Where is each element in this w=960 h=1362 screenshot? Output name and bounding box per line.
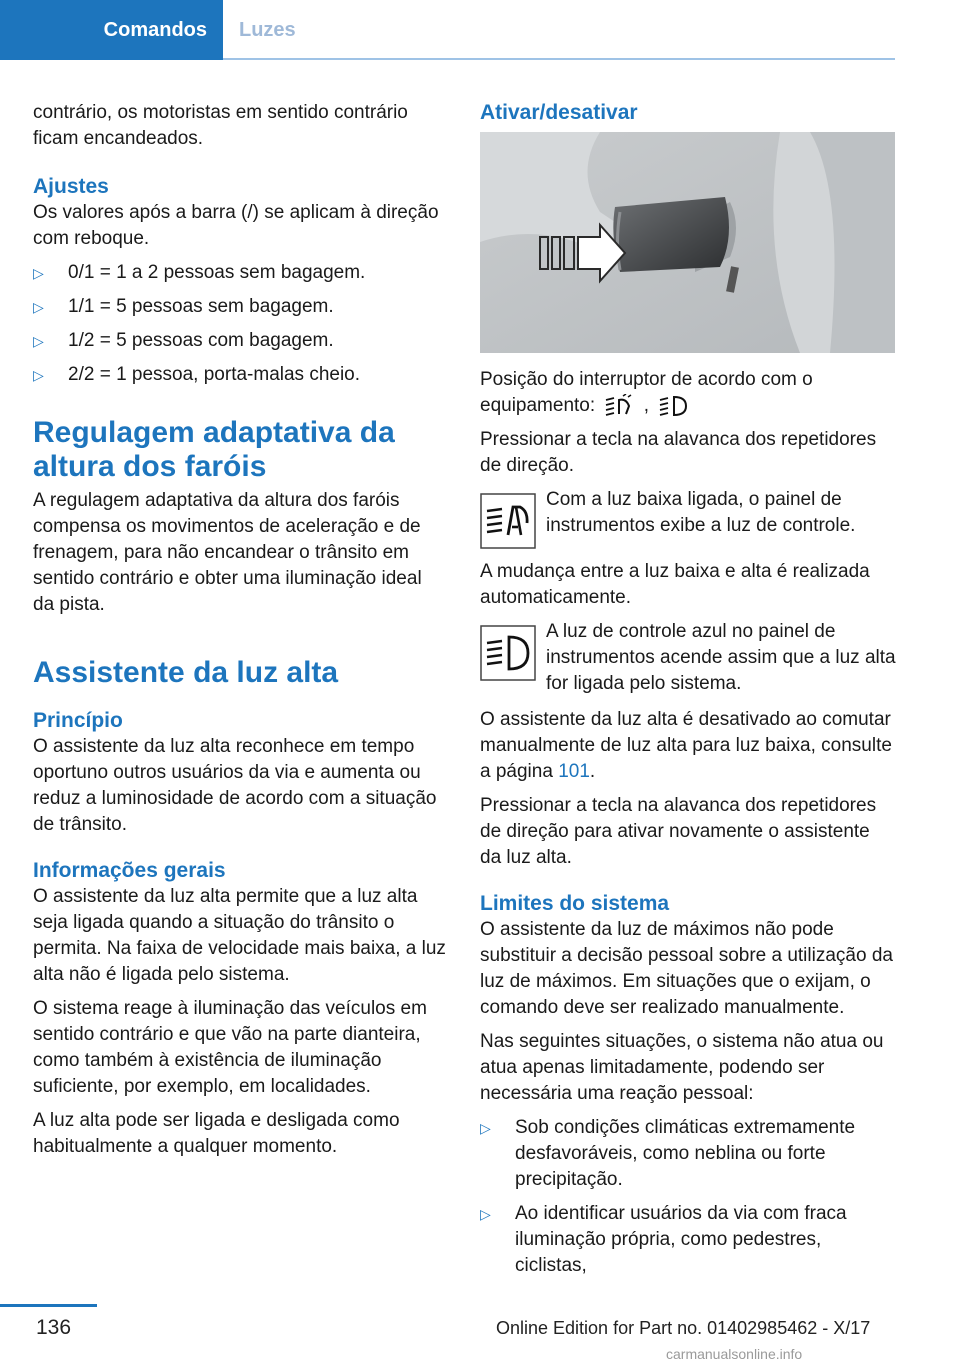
principio-heading: Princípio: [33, 709, 123, 732]
ajustes-paragraph: Os valores após a barra (/) se aplicam à direção com reboque.: [33, 202, 439, 249]
high-beam-assist-indicator-icon: [480, 493, 536, 549]
turn-signal-lever-photo: [480, 132, 895, 353]
intro-paragraph: contrário, os motoristas em sentido contrário ficam encandeados.: [33, 102, 408, 149]
ajustes-heading: Ajustes: [33, 175, 109, 198]
regulagem-paragraph: A regulagem adaptativa da altura dos faróis compensa os movimentos de aceleração e de frenagem, para não encandear o trânsito em sentido contrário e obter uma iluminação ideal da pista.: [33, 490, 422, 615]
high-beam-assist-icon: [604, 394, 634, 418]
posicao-paragraph: Posição do interruptor de acordo com o equipamento: ,: [480, 369, 813, 416]
info-paragraph-3: A luz alta pode ser ligada e desligada como habitualmente a qualquer momento.: [33, 1110, 400, 1157]
watermark-text: carmanualsonline.info: [666, 1346, 803, 1362]
icon-note-2: [480, 619, 896, 697]
list-item: ▷ 2/2 = 1 pessoa, porta-malas cheio.: [33, 362, 448, 388]
limites-paragraph-2: Nas seguintes situações, o sistema não atua ou atua apenas limitadamente, podendo ser necessária uma reação pessoal:: [480, 1031, 884, 1104]
left-column: [33, 100, 448, 1168]
icon-note-2-text: A luz de controle azul no painel de instrumentos acende assim que a luz alta for ligada pelo sistema.: [546, 621, 896, 694]
tab-comandos[interactable]: Comandos: [0, 0, 223, 60]
icon-note-1-text: Com a luz baixa ligada, o painel de instrumentos exibe a luz de controle.: [546, 489, 856, 536]
bullet-icon: ▷: [480, 1206, 491, 1222]
bullet-icon: ▷: [33, 367, 44, 383]
pressionar-paragraph: Pressionar a tecla na alavanca dos repetidores de direção.: [480, 429, 877, 476]
page-link-101[interactable]: 101: [558, 761, 590, 782]
edition-text: Online Edition for Part no. 01402985462 - X/17: [496, 1318, 871, 1338]
right-column: [480, 100, 896, 1287]
bullet-icon: ▷: [33, 333, 44, 349]
list-item: ▷ Ao identificar usuários da via com fraca iluminação própria, como pedestres, ciclistas,: [480, 1203, 847, 1276]
info-paragraph-2: O sistema reage à iluminação das veículos em sentido contrário e que vão na parte dianteira, como também à existência de iluminação suficiente, por exemplo, em localidades.: [33, 998, 427, 1097]
list-item: ▷ 1/1 = 5 pessoas sem bagagem.: [33, 294, 448, 320]
tab-luzes[interactable]: Luzes: [239, 18, 296, 41]
bullet-icon: ▷: [33, 265, 44, 281]
footer-rule: [0, 1304, 97, 1307]
limites-heading: Limites do sistema: [480, 892, 670, 915]
bullet-icon: ▷: [480, 1120, 491, 1136]
info-paragraph-1: O assistente da luz alta permite que a luz alta seja ligada quando a situação do trânsito o permita. Na faixa de velocidade mais baixa, a luz alta não é ligada pelo sistema.: [33, 886, 446, 985]
regulagem-heading: Regulagem adaptativa da altura dos faróis: [33, 416, 395, 483]
high-beam-icon: [658, 394, 688, 418]
limites-list: [480, 1115, 896, 1279]
ajustes-list: [33, 260, 448, 388]
ativar-heading: Ativar/desativar: [480, 101, 638, 124]
icon-note-1: [480, 487, 896, 549]
desativado-paragraph: O assistente da luz alta é desativado ao comutar manualmente de luz alta para luz baixa, consulte a página 101.: [480, 709, 892, 782]
limites-paragraph-1: O assistente da luz de máximos não pode substituir a decisão pessoal sobre a utilização da luz de máximos. Em situações que o exijam, o comando deve ser realizado manualmente.: [480, 919, 893, 1018]
list-item: ▷ Sob condições climáticas extremamente desfavoráveis, como neblina ou forte precipitação.: [480, 1117, 856, 1190]
mudanca-paragraph: A mudança entre a luz baixa e alta é realizada automaticamente.: [480, 561, 870, 608]
list-item: ▷ 1/2 = 5 pessoas com bagagem.: [33, 328, 448, 354]
list-item: ▷ 0/1 = 1 a 2 pessoas sem bagagem.: [33, 260, 448, 286]
high-beam-indicator-icon: [480, 625, 536, 681]
lever-illustration: [480, 132, 895, 353]
tab-underline: [223, 58, 895, 60]
assistente-heading: Assistente da luz alta: [33, 656, 339, 689]
header-tabs: [0, 0, 895, 62]
bullet-icon: ▷: [33, 299, 44, 315]
principio-paragraph: O assistente da luz alta reconhece em tempo oportuno outros usuários da via e aumenta ou reduz a luminosidade de acordo com a situação de trânsito.: [33, 736, 437, 835]
page-number: 136: [36, 1316, 72, 1339]
info-heading: Informações gerais: [33, 859, 226, 882]
pressionar2-paragraph: Pressionar a tecla na alavanca dos repetidores de direção para ativar novamente o assistente da luz alta.: [480, 795, 877, 868]
